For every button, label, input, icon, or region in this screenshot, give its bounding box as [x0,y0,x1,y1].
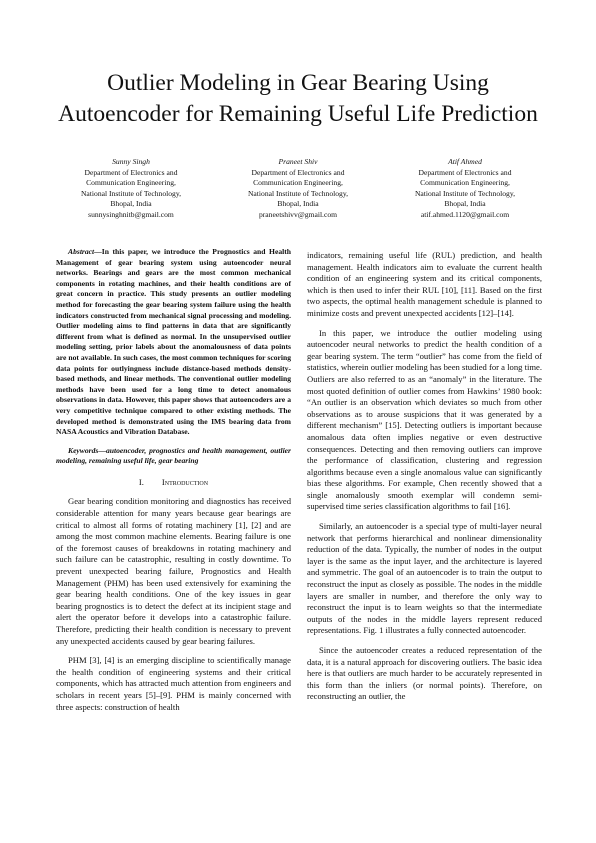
right-column [307,250,542,703]
author-dept: Communication Engineering, [86,178,176,188]
author-dept: Department of Electronics and [84,167,178,177]
title-line-1: Outlier Modeling in Gear Bearing Using [107,70,489,96]
section-number: I. [138,476,144,487]
abstract-text: —In this paper, we introduce the Prognostics and Health Management of gear bearing system using autoencoder neural networks. Bearings and gears are the most common mechanical components in rotating machines, and their health conditions are of great concern in practice. This study presents an outlier modeling method for forecasting the gear bearing system failure using the health indicators constructed from mechanical signal processing and modeling. Outlier modeling aims to find patterns in data that are significantly different from what is defined as normal. In the unsupervised outlier modeling setting, prior labels about the anomalousness of data points are not available. In such cases, the most common techniques for scoring data points for outlyingness include distance-based methods density-based methods, and linear methods. The conventional outlier modeling methods have been used for a long time to detect anomalous observations in data. However, this paper shows that autoencoders are a very competitive technique compared to other existing methods. The developed method is demonstrated using the IMS bearing data from NASA Acoustics and Vibration Database. [56,247,291,437]
author-email: praneetshivv@gmail.com [258,209,338,219]
author-city: Bhopal, India [110,199,152,209]
abstract-label: Abstract [68,247,95,256]
author-1 [56,157,206,221]
author-email: sunnysinghnitb@gmail.com [88,209,174,219]
body-paragraph: Since the autoencoder creates a reduced representation of the data, it is a natural approach for discovering outliers. The basic idea here is that outliers are much harder to be accurately represented in this form than the inliers (or normal points). Therefore, on reconstructing an outlier, the [307,645,542,702]
author-2 [223,157,373,221]
author-3 [390,157,540,221]
title-line-2: Autoencoder for Remaining Useful Life Prediction [58,101,538,127]
body-paragraph: indicators, remaining useful life (RUL) prediction, and health management. Health indicators aim to evaluate the current health condition of an engineering system and its critical components, which is then used to infer their RUL [10], [11]. Based on the first two aspects, the optimal health management schedule is planned to minimize costs and prevent unexpected accidents [12]–[14]. [307,250,542,318]
author-institution: National Institute of Technology, [247,188,349,198]
author-city: Bhopal, India [444,199,486,209]
left-column [56,247,291,713]
author-block [56,157,540,221]
author-dept: Department of Electronics and [251,167,345,177]
keywords: Keywords—autoencoder, prognostics and health management, outlier modeling, remaining useful life, gear bearing [56,445,291,466]
author-email: atif.ahmed.1120@gmail.com [420,209,510,219]
author-dept: Department of Electronics and [418,167,512,177]
author-institution: National Institute of Technology, [414,188,516,198]
section-title: Introduction [161,476,209,487]
paper-title [30,68,566,130]
author-city: Bhopal, India [277,199,319,209]
author-institution: National Institute of Technology, [80,188,182,198]
body-paragraph: PHM [3], [4] is an emerging discipline to scientifically manage the health condition of engineering systems and their critical components, which has attracted much attention from engineers and scholars in recent years [5]–[9]. PHM is mainly concerned with three aspects: construction of health [56,655,291,712]
body-paragraph: Gear bearing condition monitoring and diagnostics has received considerable attention for many years because gear bearings are critical to almost all forms of rotating machinery [1], [2] and are among the most common machine elements. Bearing failure is one of the foremost causes of breakdowns in rotating machinery and such failure can be catastrophic, resulting in costly downtime. To prevent unexpected bearing failure, Prognostics and Health Management (PHM) has been used extensively for examining the gear bearing health conditions. One of the key issues in gear bearing prognostics is to detect the defect at its incipient stage and alert the operator before it develops into a catastrophic failure. Therefore, predicting their health condition is necessary to prevent any unexpected accidents caused by gear bearing failures. [56,496,291,646]
author-name: Atif Ahmed [448,157,482,166]
author-dept: Communication Engineering, [420,178,510,188]
section-heading [56,477,291,489]
author-dept: Communication Engineering, [253,178,343,188]
author-name: Praneet Shiv [278,157,318,166]
author-name: Sunny Singh [112,157,150,166]
body-paragraph: In this paper, we introduce the outlier modeling using autoencoder neural networks to predict the health condition of a gear bearing system. The term “outlier” has come from the field of statistics, wherein outlier modeling has been studied for a long time. Outliers are also referred to as an “anomaly” in the literature. The most quoted definition of outlier comes from Hawkins’ 1980 book: “An outlier is an observation which deviates so much from other observations as to arouse suspicions that it was generated by a different mechanism” [15]. Detecting outliers is important because anomalous data often implies negative or even destructive consequences. Detecting and then removing outliers can improve the performance of classification, clustering and regression algorithms because even a single anomalous value can significantly bias these algorithms. For example, Chen recently showed that a single anomalously smooth exemplar will condemn semi-supervised time series classification algorithms to fail [16]. [307,327,542,512]
abstract [56,247,291,438]
body-paragraph: Similarly, an autoencoder is a special type of multi-layer neural network that performs hierarchical and nonlinear dimensionality reduction of the data. Typically, the number of nodes in the output layer is the same as the input layer, and the architecture is layered and symmetric. The goal of an autoencoder is to train the output to reconstruct the input as closely as possible. The nodes in the middle layers are smaller in number, and therefore the only way to reconstruct the input is to learn weights so that the intermediate outputs of the nodes in the middle layers represent reduced representations. Fig. 1 illustrates a fully connected autoencoder. [307,521,542,636]
